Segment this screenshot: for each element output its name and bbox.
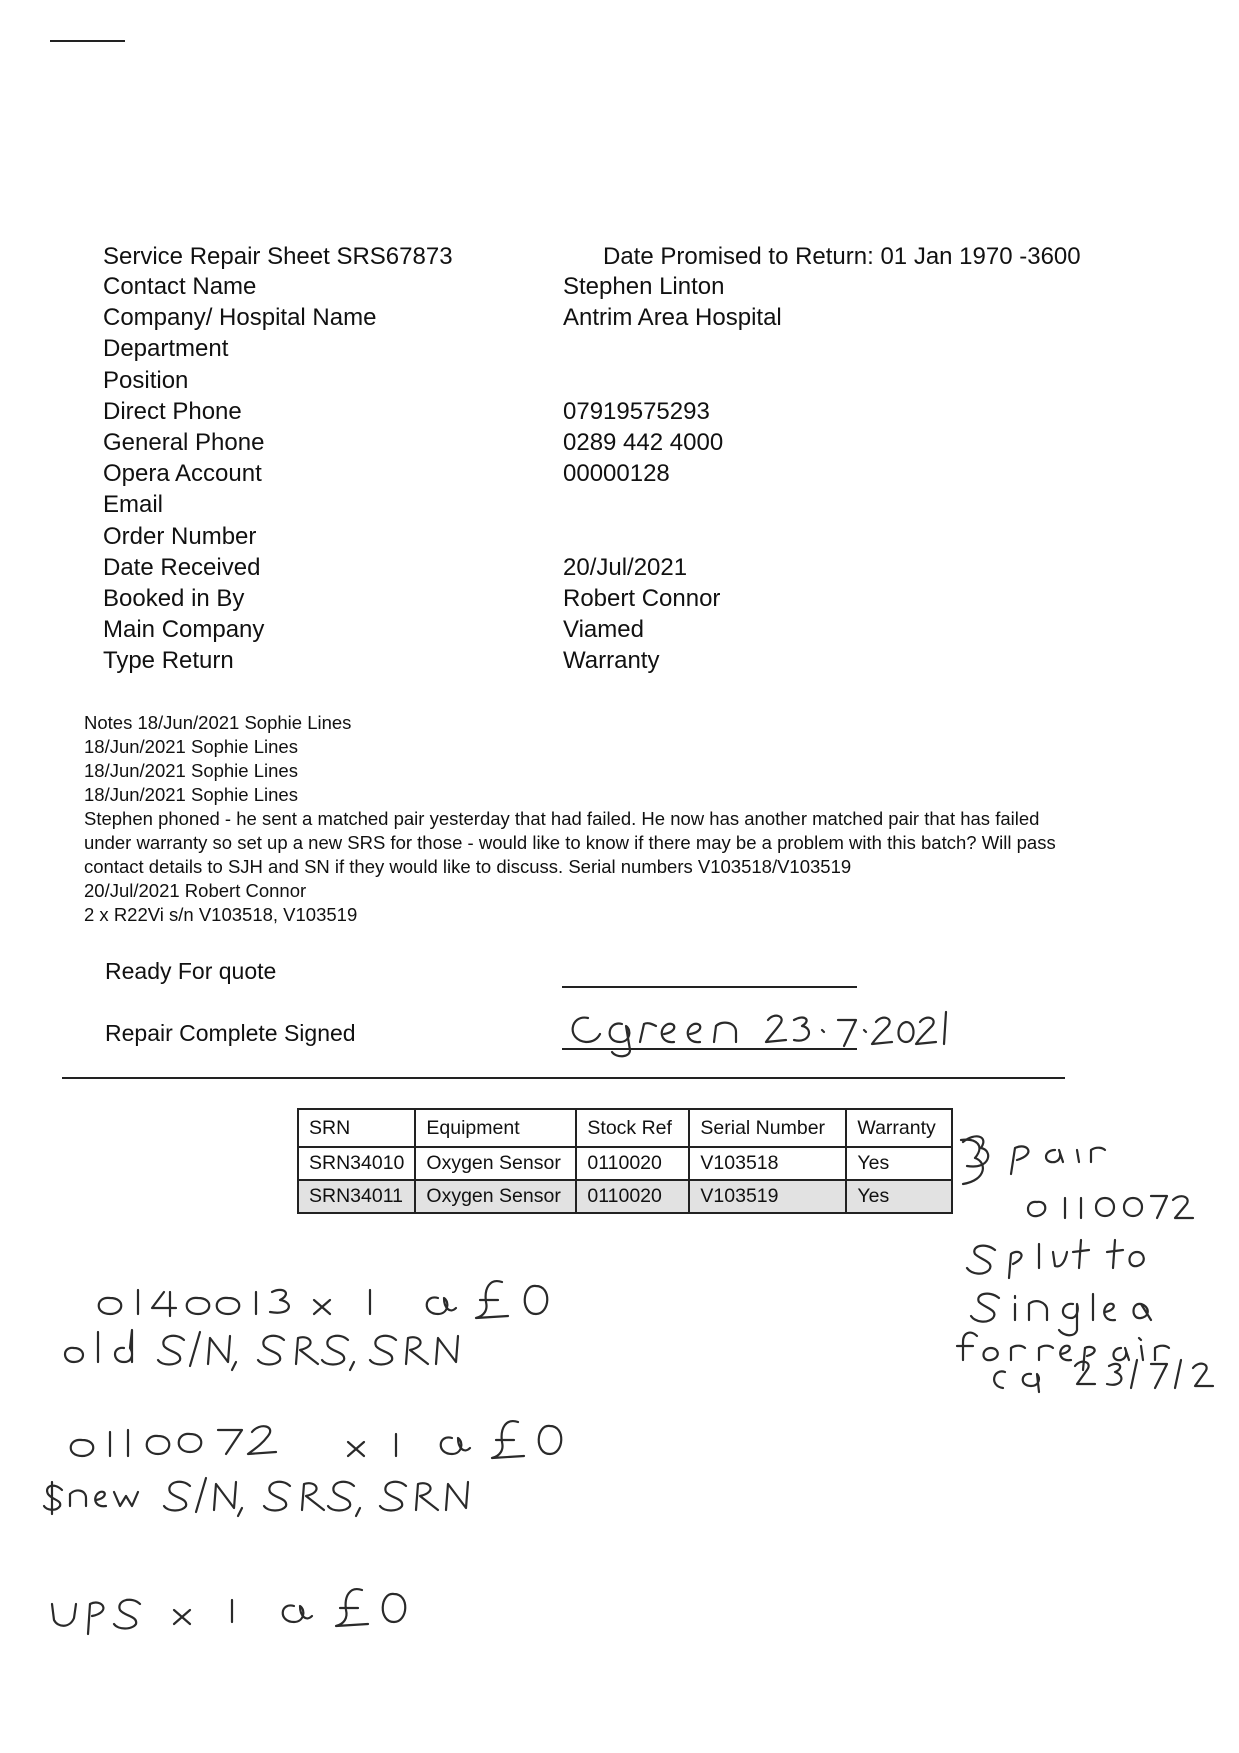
- date-promised: Date Promised to Return: 01 Jan 1970 -3600: [603, 243, 1081, 270]
- field-label: Direct Phone: [103, 397, 242, 425]
- note-line: 2 x R22Vi s/n V103518, V103519: [84, 904, 358, 925]
- cell-serial-number: V103518: [689, 1147, 846, 1180]
- column-header-stock-ref: Stock Ref: [576, 1109, 689, 1147]
- column-header-equipment: Equipment: [415, 1109, 576, 1147]
- column-header-srn: SRN: [298, 1109, 415, 1147]
- column-header-serial-number: Serial Number: [689, 1109, 846, 1147]
- field-label: Email: [103, 491, 164, 519]
- ready-signature-line: [562, 986, 857, 988]
- note-line: 20/Jul/2021 Robert Connor: [84, 880, 307, 901]
- note-line: contact details to SJH and SN if they would like to discuss. Serial numbers V103518/V103519: [84, 856, 852, 877]
- cell-srn: SRN34010: [298, 1147, 415, 1180]
- field-label: Contact Name: [103, 273, 257, 300]
- field-value: Antrim Area Hospital: [563, 304, 782, 332]
- cell-stock-ref: 0110020: [576, 1147, 689, 1180]
- field-value: Viamed: [563, 616, 644, 644]
- divider-rule: [62, 1077, 1065, 1079]
- field-label: Date Received: [103, 553, 261, 581]
- field-label: Opera Account: [103, 460, 262, 488]
- field-value: Stephen Linton: [563, 273, 725, 300]
- note-line: 18/Jun/2021 Sophie Lines: [84, 736, 298, 757]
- table-row: [298, 1180, 952, 1213]
- handwritten-line-2: [56, 1318, 496, 1378]
- cell-warranty: Yes: [846, 1147, 952, 1180]
- column-header-warranty: Warranty: [846, 1109, 952, 1147]
- field-label: Company/ Hospital Name: [103, 304, 377, 332]
- field-value: Warranty: [563, 647, 660, 675]
- field-label: Main Company: [103, 616, 265, 644]
- field-value: 0289 442 4000: [563, 428, 724, 456]
- note-line: 18/Jun/2021 Sophie Lines: [84, 784, 298, 805]
- handwritten-line-4: [40, 1462, 500, 1522]
- note-line: 18/Jun/2021 Sophie Lines: [84, 760, 298, 781]
- handwritten-signature: [560, 1000, 960, 1060]
- handwritten-margin-note: [955, 1120, 1239, 1390]
- field-label: Position: [103, 366, 189, 394]
- note-line: Stephen phoned - he sent a matched pair yesterday that had failed. He now has another matched pair that has failed: [84, 808, 1040, 829]
- cell-equipment: Oxygen Sensor: [415, 1180, 576, 1213]
- note-line: under warranty so set up a new SRS for those - would like to know if there may be a problem with this batch? Will pass: [84, 832, 1056, 853]
- equipment-table: [297, 1108, 953, 1214]
- table-row: [298, 1147, 952, 1180]
- cell-serial-number: V103519: [689, 1180, 846, 1213]
- field-label: General Phone: [103, 428, 265, 456]
- table-header-row: [298, 1109, 952, 1147]
- cell-equipment: Oxygen Sensor: [415, 1147, 576, 1180]
- field-value: 07919575293: [563, 397, 710, 425]
- cell-srn: SRN34011: [298, 1180, 415, 1213]
- handwritten-bracket: [955, 1134, 995, 1194]
- field-label: Type Return: [103, 647, 234, 675]
- field-value: 20/Jul/2021: [563, 553, 688, 581]
- top-mark: [50, 40, 125, 42]
- field-value: Robert Connor: [563, 584, 721, 612]
- handwritten-line-5: [44, 1580, 424, 1640]
- field-label: Booked in By: [103, 584, 245, 612]
- notes-block: [84, 711, 1194, 927]
- sheet-title: Service Repair Sheet SRS67873: [103, 243, 453, 270]
- cell-warranty: Yes: [846, 1180, 952, 1213]
- note-line: Notes 18/Jun/2021 Sophie Lines: [84, 712, 352, 733]
- field-value: 00000128: [563, 460, 670, 488]
- ready-for-quote-label: Ready For quote: [105, 958, 277, 984]
- repair-complete-label: Repair Complete Signed: [105, 1020, 356, 1046]
- cell-stock-ref: 0110020: [576, 1180, 689, 1213]
- field-label: Department: [103, 335, 229, 363]
- field-label: Order Number: [103, 522, 257, 550]
